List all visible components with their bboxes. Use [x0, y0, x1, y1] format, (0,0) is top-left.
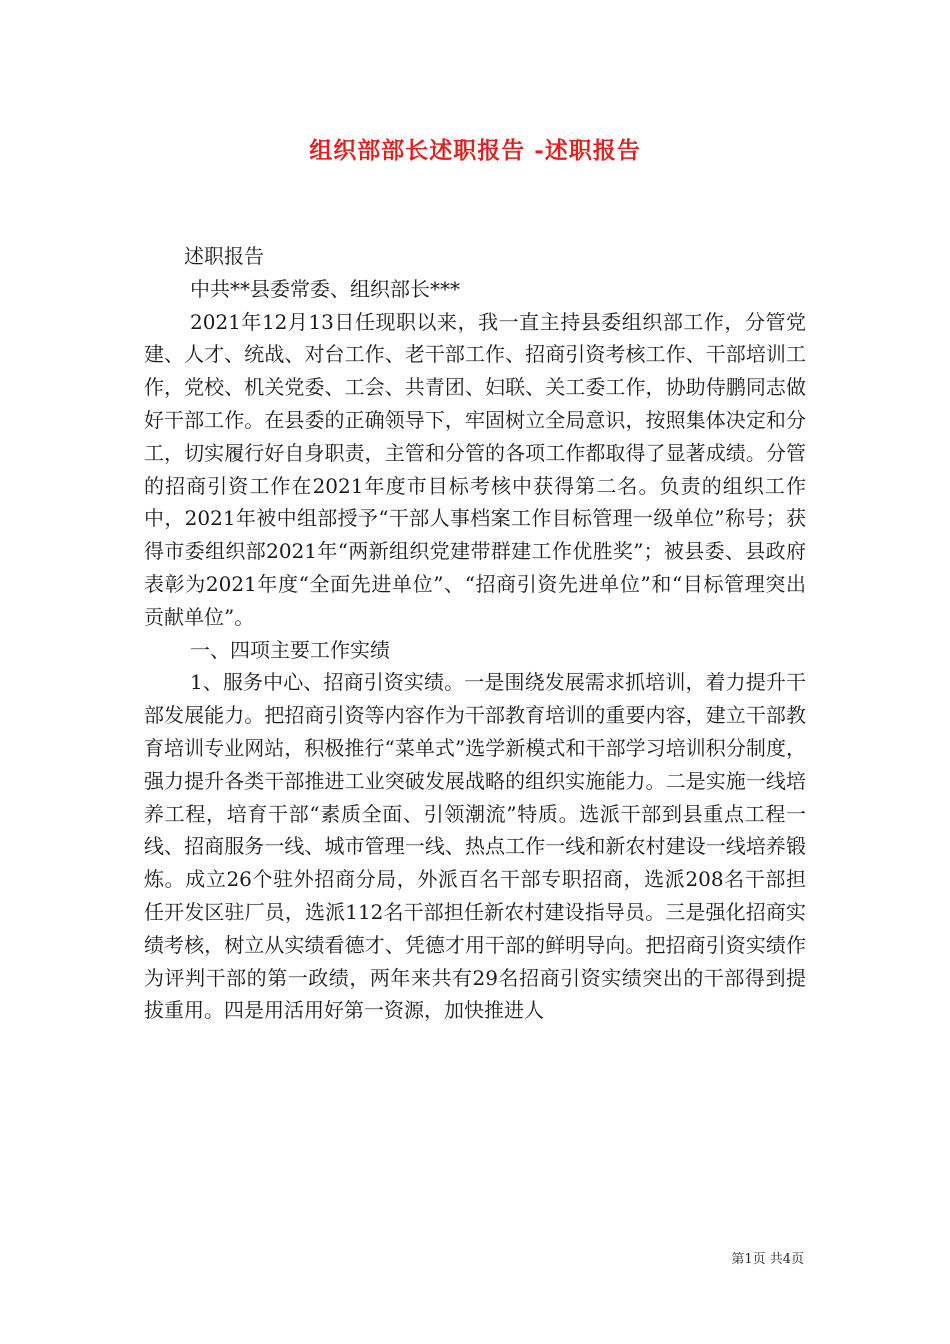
paragraph-intro: 2021年12月13日任现职以来，我一直主持县委组织部工作，分管党建、人才、统战、对台工作、老干部工作、招商引资考核工作、干部培训工作，党校、机关党委、工会、共青团、妇联、关工委工作，协助侍鹏同志做好干部工作。在县委的正确领导下，牢固树立全局意识，按照集体决定和分工，切实履行好自身职责，主管和分管的各项工作都取得了显著成绩。分管的招商引资工作在2021年度市目标考核中获得第二名。负责的组织工作中，2021年被中组部授予“干部人事档案工作目标管理一级单位”称号；获得市委组织部2021年“两新组织党建带群建工作优胜奖”；被县委、县政府表彰为2021年度“全面先进单位”、“招商引资先进单位”和“目标管理突出贡献单位”。 — [144, 309, 806, 629]
document-body — [144, 240, 806, 1027]
page-number: 第1页 共4页 — [731, 1252, 804, 1267]
paragraph-author: 中共**县委常委、组织部长*** — [190, 276, 460, 301]
document-title: 组织部部长述职报告 -述职报告 — [309, 137, 641, 164]
paragraph-heading: 述职报告 — [184, 244, 264, 268]
section-heading: 一、四项主要工作实绩 — [190, 637, 390, 662]
paragraph-achievements: 1、服务中心、招商引资实绩。一是围绕发展需求抓培训，着力提升干部发展能力。把招商引资等内容作为干部教育培训的重要内容，建立干部教育培训专业网站，积极推行“菜单式”选学新模式和干部学习培训积分制度，强力提升各类干部推进工业突破发展战略的组织实施能力。二是实施一线培养工程，培育干部“素质全面、引领潮流”特质。选派干部到县重点工程一线、招商服务一线、城市管理一线、热点工作一线和新农村建设一线培养锻炼。成立26个驻外招商分局，外派百名干部专职招商，选派208名干部担任开发区驻厂员，选派112名干部担任新农村建设指导员。三是强化招商实绩考核，树立从实绩看德才、凭德才用干部的鲜明导向。把招商引资实绩作为评判干部的第一政绩，两年来共有29名招商引资实绩突出的干部得到提拔重用。四是用活用好第一资源，加快推进人 — [144, 670, 806, 1023]
